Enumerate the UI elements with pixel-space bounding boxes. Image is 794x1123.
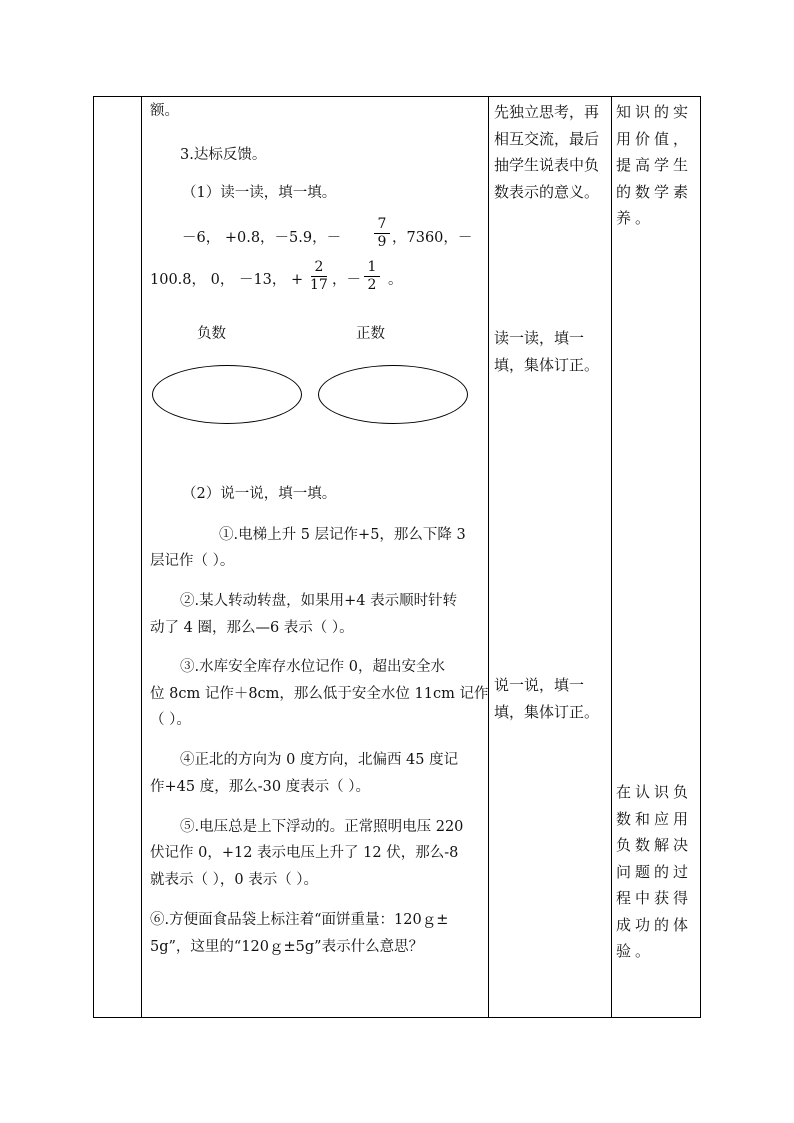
section-heading: 3.达标反馈。 — [180, 147, 267, 163]
fraction: 1 2 — [364, 259, 380, 294]
number-list: 100.8， 0， －13， + — [150, 272, 304, 288]
question-title: （2）说一说，填一填。 — [182, 486, 337, 502]
question-item: ④正北的方向为 0 度方向，北偏西 45 度记 — [180, 752, 459, 768]
question-item: 位 8cm 记作＋8cm，那么低于安全水位 11cm 记作 — [150, 686, 489, 702]
fraction: 7 9 — [374, 216, 390, 251]
question-item: （ ）。 — [150, 712, 191, 728]
text-line: 额。 — [150, 103, 179, 119]
student-activity-text: 读一读，填一填，集体订正。 — [494, 329, 600, 374]
question-item: ⑤.电压总是上下浮动的。正常照明电压 220 — [180, 819, 464, 835]
question-item: 层记作（ ）。 — [150, 553, 235, 569]
student-activity-text: 说一说，填一填，集体订正。 — [494, 676, 600, 721]
question-item: 就表示（ ），0 表示（ ）。 — [150, 872, 319, 888]
negative-set-oval — [152, 365, 302, 424]
set-label-negative: 负数 — [197, 326, 226, 342]
question-item: 作+45 度，那么-30 度表示（ ）。 — [150, 779, 371, 795]
number-list: ，－ — [332, 272, 361, 288]
question-title: （1）读一读，填一填。 — [182, 185, 337, 201]
number-list: 。 — [388, 272, 403, 288]
fraction: 2 17 — [310, 259, 328, 293]
set-label-positive: 正数 — [356, 326, 385, 342]
number-list: －6， +0.8，－5.9，－ — [182, 230, 342, 246]
design-purpose-text: 在认识负数和应用负数解决问题的过程中获得成功的体验。 — [616, 783, 693, 960]
question-item: 伏记作 0，+12 表示电压上升了 12 伏，那么-8 — [150, 845, 459, 861]
column-divider — [611, 97, 612, 1017]
question-item: ①.电梯上升 5 层记作+5，那么下降 3 — [219, 527, 466, 543]
number-list: ，7360，－ — [392, 230, 473, 246]
question-item: 动了 4 圈，那么—6 表示（ ）。 — [150, 620, 354, 636]
student-activity-text: 先独立思考，再相互交流，最后抽学生说表中负数表示的意义。 — [494, 103, 600, 201]
design-purpose-text: 知识的实用价值，提高学生的数学素养。 — [616, 103, 693, 227]
column-divider — [141, 97, 142, 1017]
column-divider — [488, 97, 489, 1017]
question-item: ②.某人转动转盘，如果用+4 表示顺时针转 — [180, 593, 458, 609]
positive-set-oval — [318, 365, 468, 424]
question-item: 5g”，这里的“120ｇ±5g”表示什么意思？ — [150, 939, 424, 955]
question-item: ⑥.方便面食品袋上标注着“面饼重量：120ｇ± — [150, 912, 449, 928]
question-item: ③.水库安全库存水位记作 0，超出安全水 — [180, 659, 445, 675]
